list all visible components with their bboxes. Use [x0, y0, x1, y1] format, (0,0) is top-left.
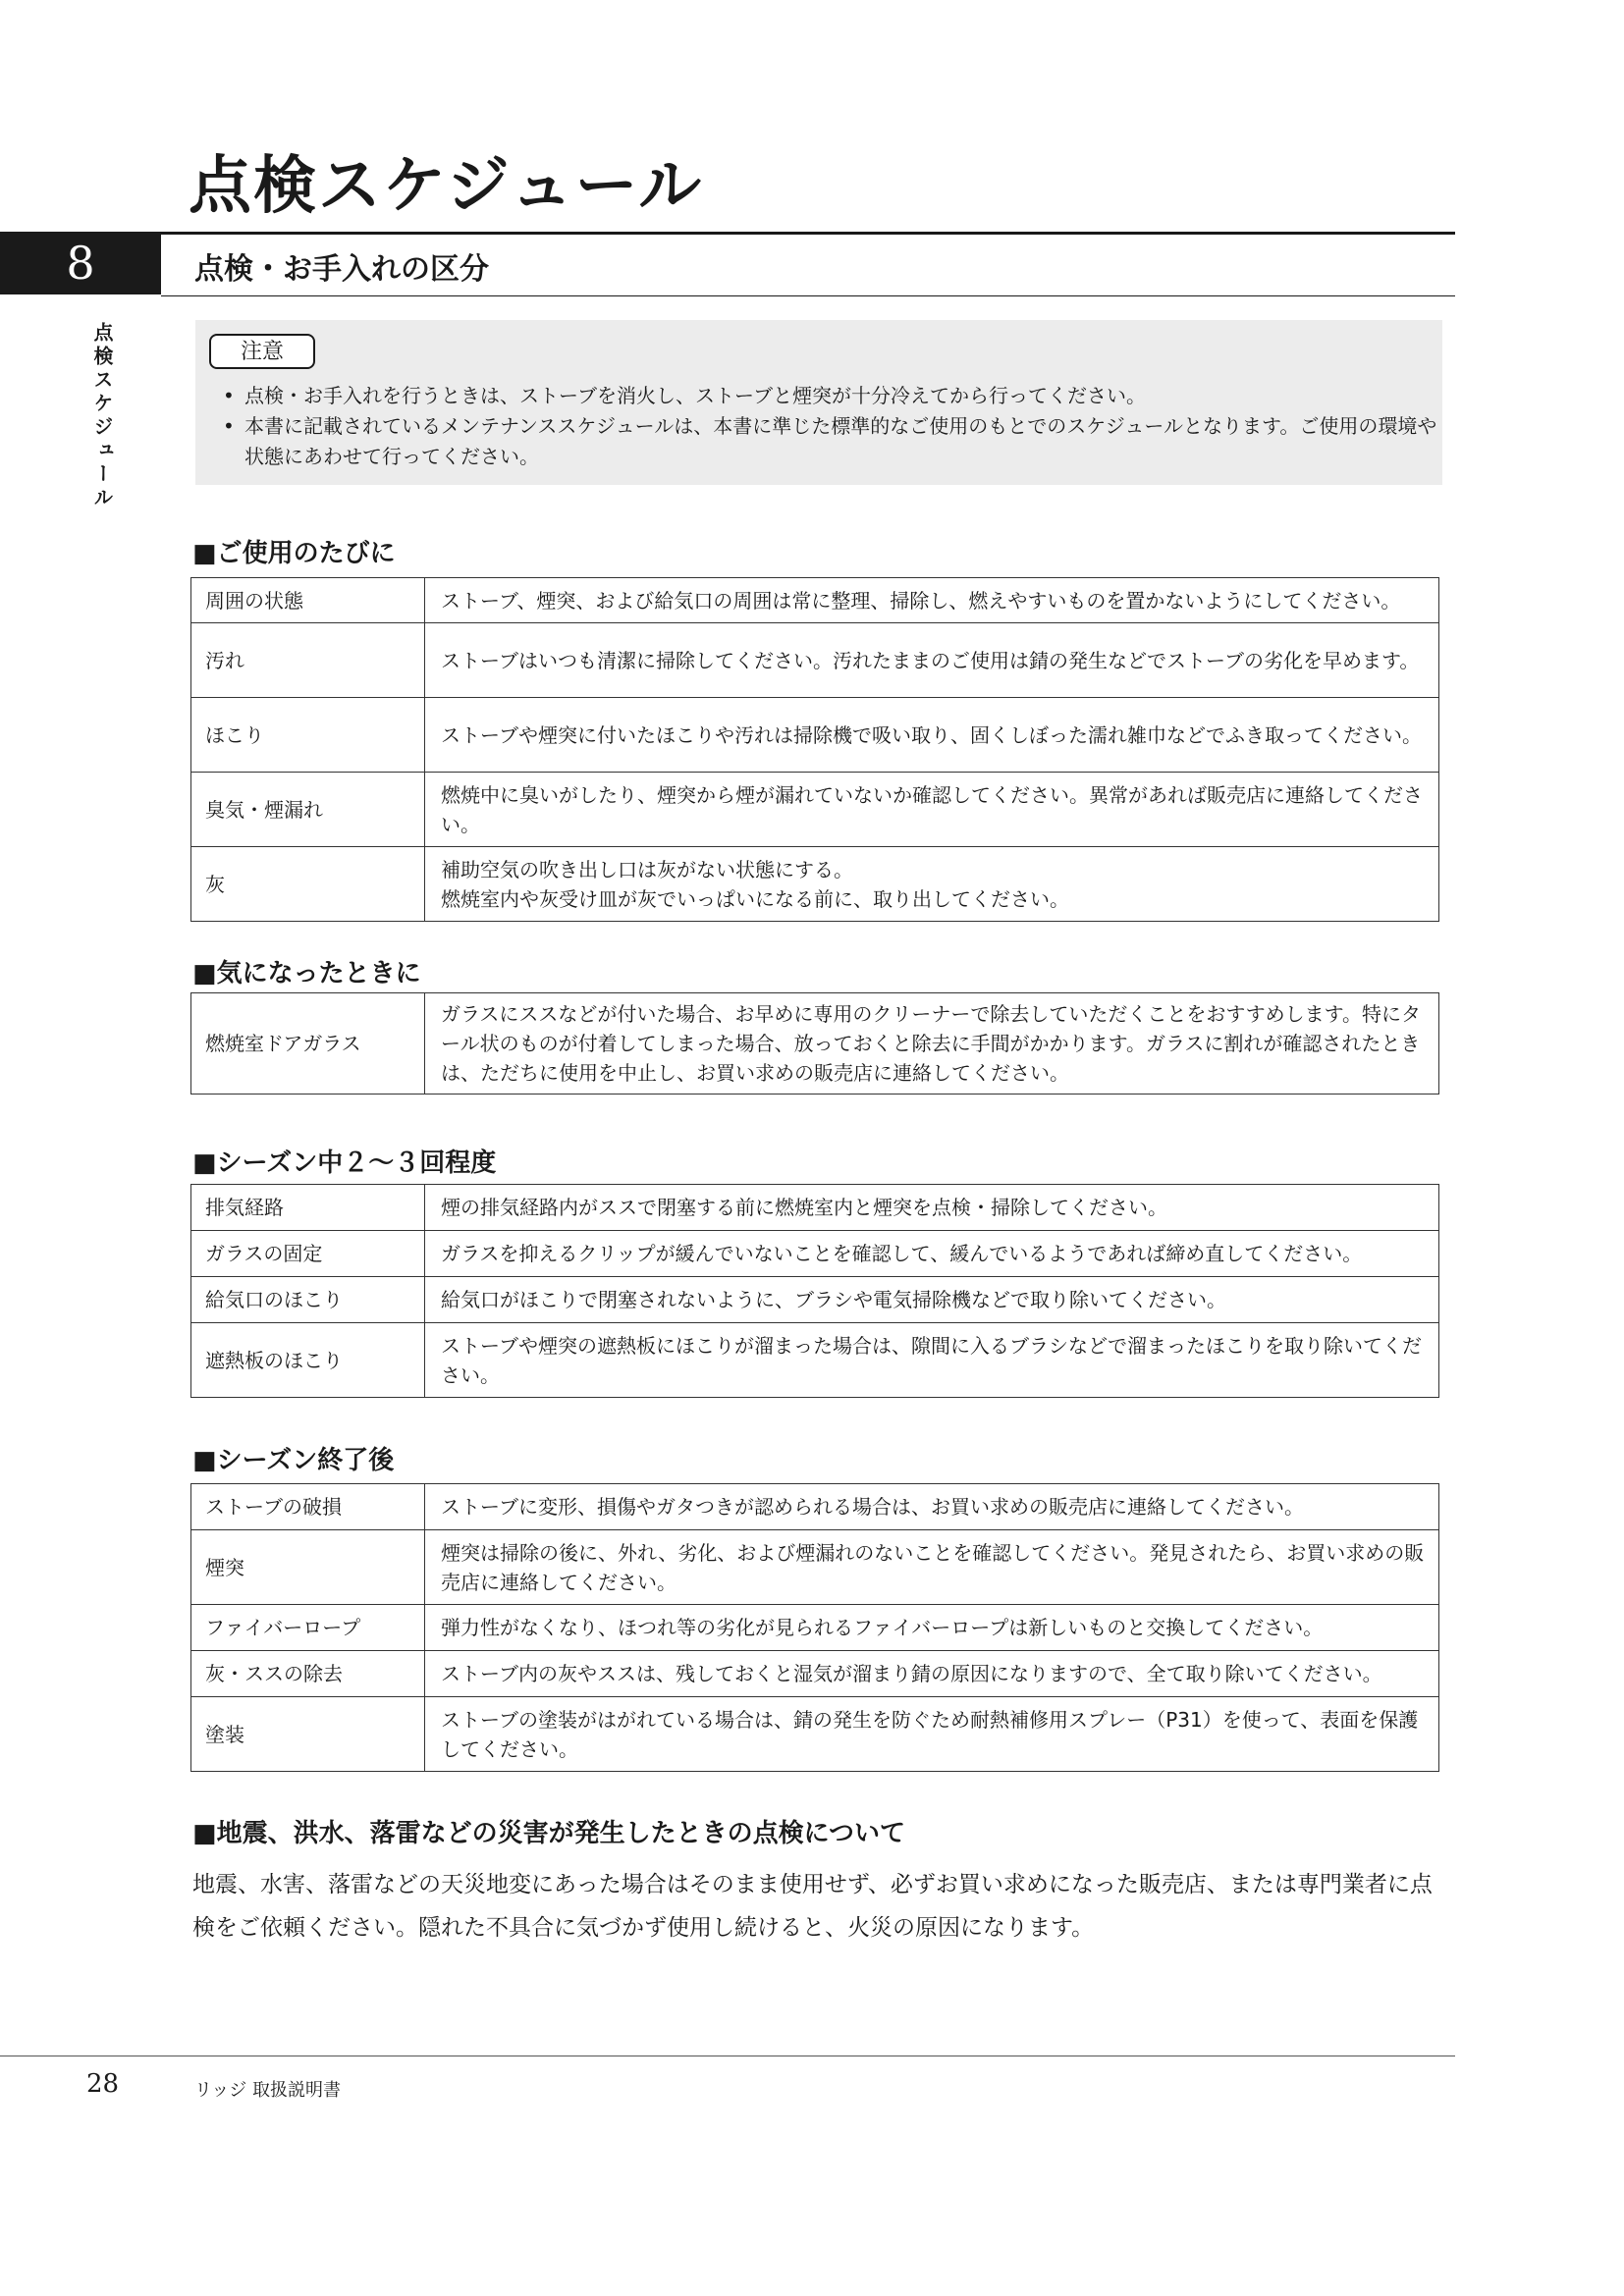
table-row: [191, 698, 1439, 773]
table-row: [191, 773, 1439, 847]
chapter-title: 点検・お手入れの区分: [194, 252, 489, 287]
description-cell: 燃焼中に臭いがしたり、煙突から煙が漏れていないか確認してください。異常があれば販売店に連絡してください。: [425, 773, 1439, 847]
table-row: [191, 623, 1439, 698]
item-cell: ストーブの破損: [191, 1484, 425, 1530]
maintenance-table-when-noticed: [190, 992, 1439, 1095]
item-cell: 灰・ススの除去: [191, 1651, 425, 1697]
description-cell: 給気口がほこりで閉塞されないように、ブラシや電気掃除機などで取り除いてください。: [425, 1277, 1439, 1323]
section-heading-end-of-season: ■シーズン終了後: [192, 1446, 395, 1475]
page-number: 28: [86, 2069, 120, 2099]
item-cell: 給気口のほこり: [191, 1277, 425, 1323]
item-cell: ファイバーロープ: [191, 1605, 425, 1651]
table-row: [191, 1530, 1439, 1605]
item-cell: 臭気・煙漏れ: [191, 773, 425, 847]
caution-badge: 注意: [209, 334, 315, 369]
description-cell: ストーブや煙突に付いたほこりや汚れは掃除機で吸い取り、固くしぼった濡れ雑巾などでふき取ってください。: [425, 698, 1439, 773]
section-heading-every-use: ■ご使用のたびに: [192, 539, 396, 568]
item-cell: 灰: [191, 847, 425, 922]
caution-item: • 点検・お手入れを行うときは、ストーブを消火し、ストーブと煙突が十分冷えてから行ってください。: [223, 381, 1442, 411]
table-row: [191, 1651, 1439, 1697]
table-row: [191, 1231, 1439, 1277]
table-row: [191, 1484, 1439, 1530]
description-cell: ストーブに変形、損傷やガタつきが認められる場合は、お買い求めの販売店に連絡してください。: [425, 1484, 1439, 1530]
section-heading-when-noticed: ■気になったときに: [192, 959, 421, 988]
description-cell: ガラスにススなどが付いた場合、お早めに専用のクリーナーで除去していただくことをおすすめします。特にタール状のものが付着してしまった場合、放っておくと除去に手間がかかります。ガラスに割れが確認されたときは、ただちに使用を中止し、お買い求めの販売店に連絡してください。: [425, 993, 1439, 1095]
description-cell: 煙の排気経路内がススで閉塞する前に燃焼室内と煙突を点検・掃除してください。: [425, 1185, 1439, 1231]
section-heading-disaster: ■地震、洪水、落雷などの災害が発生したときの点検について: [192, 1819, 906, 1848]
item-cell: 塗装: [191, 1697, 425, 1772]
caution-item: • 本書に記載されているメンテナンススケジュールは、本書に準じた標準的なご使用のもとでのスケジュールとなります。ご使用の環境や状態にあわせて行ってください。: [223, 411, 1442, 472]
description-cell: 煙突は掃除の後に、外れ、劣化、および煙漏れのないことを確認してください。発見されたら、お買い求めの販売店に連絡してください。: [425, 1530, 1439, 1605]
description-cell: ストーブ、煙突、および給気口の周囲は常に整理、掃除し、燃えやすいものを置かないようにしてください。: [425, 578, 1439, 623]
description-cell: ストーブはいつも清潔に掃除してください。汚れたままのご使用は錆の発生などでストーブの劣化を早めます。: [425, 623, 1439, 698]
caution-list: [223, 381, 1442, 472]
description-cell: 弾力性がなくなり、ほつれ等の劣化が見られるファイバーロープは新しいものと交換してください。: [425, 1605, 1439, 1651]
item-cell: 燃焼室ドアガラス: [191, 993, 425, 1095]
item-cell: 汚れ: [191, 623, 425, 698]
item-cell: ほこり: [191, 698, 425, 773]
description-cell: ガラスを抑えるクリップが緩んでいないことを確認して、緩んでいるようであれば締め直してください。: [425, 1231, 1439, 1277]
document-title: リッジ 取扱説明書: [194, 2080, 342, 2101]
item-cell: ガラスの固定: [191, 1231, 425, 1277]
description-cell: ストーブや煙突の遮熱板にほこりが溜まった場合は、隙間に入るブラシなどで溜まったほこりを取り除いてください。: [425, 1323, 1439, 1398]
maintenance-table-mid-season: [190, 1184, 1439, 1398]
table-row: [191, 847, 1439, 922]
item-cell: 煙突: [191, 1530, 425, 1605]
table-row: [191, 1323, 1439, 1398]
page-title: 点検スケジュール: [189, 149, 704, 223]
maintenance-table-every-use: [190, 577, 1439, 922]
item-cell: 周囲の状態: [191, 578, 425, 623]
description-cell: ストーブの塗装がはがれている場合は、錆の発生を防ぐため耐熱補修用スプレー（P31）を使って、表面を保護してください。: [425, 1697, 1439, 1772]
chapter-top-rule: [161, 232, 1455, 235]
item-cell: 遮熱板のほこり: [191, 1323, 425, 1398]
section-heading-mid-season: ■シーズン中２〜３回程度: [192, 1148, 497, 1178]
description-cell: ストーブ内の灰やススは、残しておくと湿気が溜まり錆の原因になりますので、全て取り除いてください。: [425, 1651, 1439, 1697]
table-row: [191, 1697, 1439, 1772]
disaster-text: 地震、水害、落雷などの天災地変にあった場合はそのまま使用せず、必ずお買い求めになった販売店、または専門業者に点検をご依頼ください。隠れた不具合に気づかず使用し続けると、火災の原因になります。: [192, 1872, 1433, 1941]
chapter-bottom-rule: [161, 295, 1455, 296]
table-row: [191, 578, 1439, 623]
table-row: [191, 1185, 1439, 1231]
side-chapter-label: 点検スケジュール: [90, 322, 114, 510]
table-row: [191, 993, 1439, 1095]
item-cell: 排気経路: [191, 1185, 425, 1231]
table-row: [191, 1605, 1439, 1651]
chapter-number: 8: [0, 232, 161, 294]
maintenance-table-end-of-season: [190, 1483, 1439, 1772]
description-cell: 補助空気の吹き出し口は灰がない状態にする。 燃焼室内や灰受け皿が灰でいっぱいになる前に、取り出してください。: [425, 847, 1439, 922]
caution-box: [195, 320, 1442, 485]
table-row: [191, 1277, 1439, 1323]
